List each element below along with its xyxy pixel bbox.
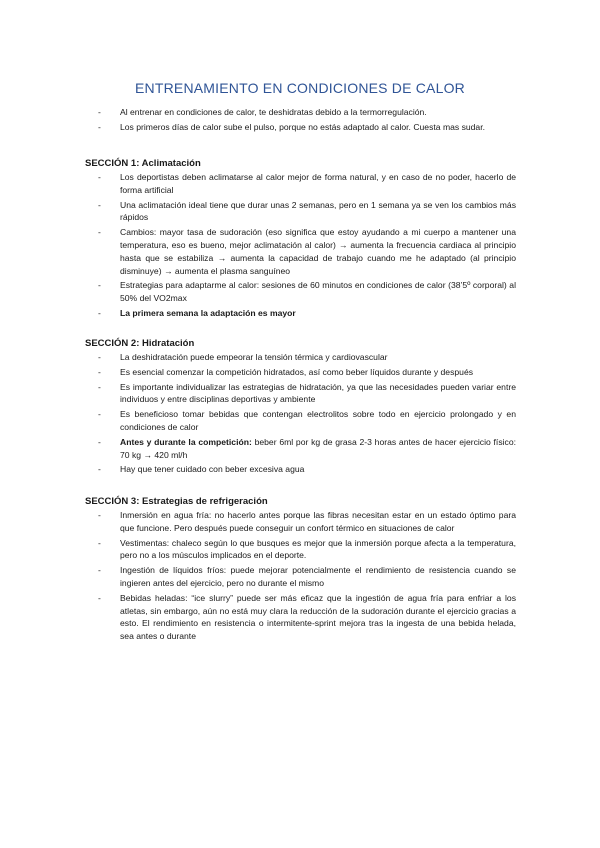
list-item [98, 381, 516, 407]
bullet-dash: - [98, 352, 101, 362]
list-item [98, 226, 516, 277]
bullet-dash: - [98, 172, 101, 182]
item-text: Cambios: mayor tasa de sudoración (eso significa que estoy ayudando a mi cuerpo a mantener una temperatura, eso es bueno, mejor aclimatación al calor) → aumenta la frecuencia cardiaca al principio hasta que se estabiliza → aumenta la capacidad de trabajo cuando me he adaptado (al principio disminuye) → aumenta el plasma sanguíneo [120, 227, 516, 276]
list-item [98, 106, 516, 119]
bullet-dash: - [98, 510, 101, 520]
section-title: SECCIÓN 2: Hidratación [85, 338, 195, 349]
item-text: Estrategias para adaptarme al calor: sesiones de 60 minutos en condiciones de calor (38’5º corporal) al 50% del VO2max [120, 280, 516, 304]
bullet-dash: - [98, 307, 101, 318]
list-item [98, 366, 516, 379]
bullet-dash: - [98, 592, 101, 603]
bullet-dash: - [98, 227, 101, 238]
bullet-dash: - [98, 464, 101, 475]
item-bold-text: Antes y durante la competición: [120, 436, 252, 447]
bullet-dash: - [98, 280, 101, 291]
section-title: SECCIÓN 3: Estrategias de refrigeración [85, 496, 268, 507]
list-item [98, 537, 516, 563]
list-item [98, 564, 516, 590]
item-text: Es esencial comenzar la competición hidratados, así como beber líquidos durante y después [120, 366, 474, 377]
section-list [98, 509, 516, 643]
item-text: Los primeros días de calor sube el pulso, porque no estás adaptado al calor. Cuesta mas sudar. [120, 121, 485, 132]
bullet-dash: - [98, 107, 101, 117]
bullet-dash: - [98, 537, 101, 548]
item-text: Hay que tener cuidado con beber excesiva agua [120, 464, 305, 475]
list-item [98, 408, 516, 434]
list-item [98, 199, 516, 225]
list-item [98, 171, 516, 197]
list-item [98, 436, 516, 462]
bullet-dash: - [98, 366, 101, 377]
item-text: beber 6ml por kg de grasa 2-3 horas antes de hacer ejercicio físico: 70 kg → 420 ml/h [120, 436, 516, 460]
list-item [98, 463, 516, 476]
item-text: Los deportistas deben aclimatarse al calor mejor de forma natural, y en caso de no poder, hacerlo de forma artificial [120, 172, 516, 195]
item-text: Es importante individualizar las estrategias de hidratación, ya que las necesidades pueden variar entre individuos y entre disciplinas deportivas y ambiente [120, 381, 516, 405]
bullet-dash: - [98, 409, 101, 420]
document-title: ENTRENAMIENTO EN CONDICIONES DE CALOR [135, 80, 465, 96]
list-item [98, 307, 516, 320]
bullet-dash: - [98, 381, 101, 392]
intro-block [98, 106, 516, 136]
section-aclimatacion [85, 158, 516, 322]
list-item [98, 351, 516, 364]
item-text: Vestimentas: chaleco según lo que busques es mejor que la inmersión porque afecta a la temperatura, pero no a los músculos implicados en el deporte. [120, 537, 516, 561]
bullet-dash: - [98, 436, 101, 447]
item-text: Ingestión de líquidos fríos: puede mejorar potencialmente el rendimiento de resistencia cuando se ingieren antes del ejercicio, pero no durante el mismo [120, 565, 516, 588]
section-list [98, 171, 516, 320]
list-item [98, 279, 516, 305]
list-item [98, 509, 516, 535]
intro-list [98, 106, 516, 134]
bullet-dash: - [98, 565, 101, 576]
bullet-dash: - [98, 121, 101, 132]
list-item [98, 121, 516, 134]
list-item [98, 592, 516, 643]
section-title: SECCIÓN 1: Aclimatación [85, 158, 201, 169]
item-text: Una aclimatación ideal tiene que durar unas 2 semanas, pero en 1 semana ya se ven los cambios más rápidos [120, 199, 516, 223]
item-text: Es beneficioso tomar bebidas que contengan electrolitos sobre todo en ejercicio prolongado y en condiciones de calor [120, 409, 516, 432]
item-bold-text: La primera semana la adaptación es mayor [120, 307, 296, 318]
section-refrigeracion [85, 496, 516, 645]
item-text: Inmersión en agua fría: no hacerlo antes porque las fibras necesitan estar en un estado óptimo para que funcione. Pero después puede conseguir un confort térmico en situaciones de calor [120, 510, 516, 533]
item-text: Bebidas heladas: “ice slurry” puede ser más eficaz que la ingestión de agua fría para enfriar a los atletas, sin embargo, aún no está muy clara la reducción de la sudoración durante el ejercicio gracias a esto. El rendimiento en resistencia o intermitente-sprint mejora tras la ingesta de una bebida helada, sea antes o durante [120, 592, 516, 642]
section-hidratacion [85, 338, 516, 478]
section-list [98, 351, 516, 476]
item-text: La deshidratación puede empeorar la tensión térmica y cardiovascular [120, 352, 388, 362]
item-text: Al entrenar en condiciones de calor, te deshidratas debido a la termorregulación. [120, 107, 427, 117]
bullet-dash: - [98, 199, 101, 210]
